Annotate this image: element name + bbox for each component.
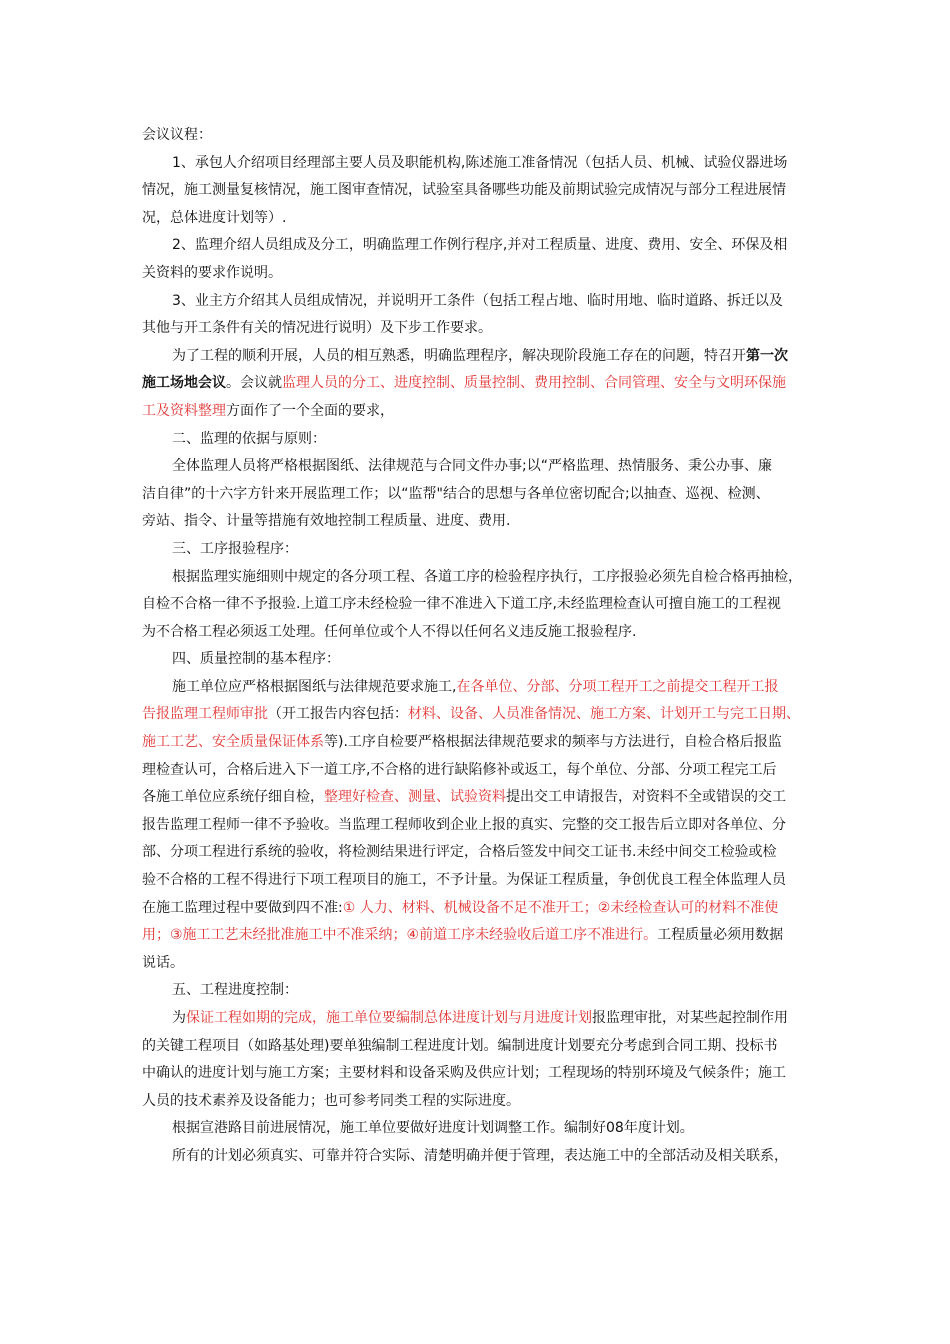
section-heading: 四、质量控制的基本程序： — [172, 651, 340, 668]
text-run: 工程质量必须用数据 — [657, 927, 784, 944]
highlight-text: 整理好检查、测量、试验资料 — [324, 789, 506, 806]
highlight-text: ① 人力、材料、机械设备不足不准开工；②未经检查认可的材料不准使 — [342, 899, 779, 916]
paragraph-line: 为不合格工程必须返工处理。任何单位或个人不得以任何名义违反施工报验程序. — [142, 623, 637, 640]
document-page — [142, 122, 810, 1171]
bold-text: 施工场地会议 — [142, 375, 226, 392]
paragraph-line: 全体监理人员将严格根据图纸、法律规范与合同文件办事;以“严格监理、热情服务、秉公办事、廉 — [172, 458, 772, 475]
paragraph-line — [142, 729, 810, 757]
paragraph-line: 况，总体进度计划等）. — [142, 209, 287, 226]
highlight-text: 材料、设备、人员准备情况、施工方案、计划开工与完工日期、 — [408, 706, 800, 723]
paragraph-line: 旁站、指令、计量等措施有效地控制工程质量、进度、费用. — [142, 513, 511, 530]
paragraph-line: 部、分项工程进行系统的验收，将检测结果进行评定，合格后签发中间交工证书.未经中间交工检验或检 — [142, 844, 777, 861]
text-run: 提出交工申请报告，对资料不全或错误的交工 — [506, 789, 786, 806]
paragraph-line: 其他与开工条件有关的情况进行说明）及下步工作要求。 — [142, 320, 492, 337]
text-run: 为了工程的顺利开展，人员的相互熟悉，明确监理程序，解决现阶段施工存在的问题，特召开 — [172, 347, 746, 364]
text-run: 各施工单位应系统仔细自检， — [142, 789, 324, 806]
paragraph-line: 2、监理介绍人员组成及分工，明确监理工作例行程序,并对工程质量、进度、费用、安全、环保及相 — [172, 237, 788, 254]
paragraph-line — [142, 1005, 810, 1033]
paragraph-line: 自检不合格一律不予报验.上道工序未经检验一律不准进入下道工序,未经监理检查认可擅自施工的工程视 — [142, 596, 781, 613]
paragraph-line: 情况，施工测量复核情况，施工图审查情况，试验室具备哪些功能及前期试验完成情况与部分工程进展情 — [142, 182, 786, 199]
paragraph-line: 根据宣港路目前进展情况，施工单位要做好进度计划调整工作。编制好08年度计划。 — [172, 1120, 694, 1137]
paragraph-line — [142, 370, 810, 398]
text-run: 。会议就 — [226, 375, 282, 392]
paragraph-line — [142, 398, 810, 426]
highlight-text: 监理人员的分工、进度控制、质量控制、费用控制、合同管理、安全与文明环保施 — [282, 375, 786, 392]
highlight-text: 施工工艺、安全质量保证体系 — [142, 734, 324, 751]
paragraph-line: 验不合格的工程不得进行下项工程项目的施工，不予计量。为保证工程质量，争创优良工程全体监理人员 — [142, 872, 786, 889]
text-run: （开工报告内容包括： — [268, 706, 408, 723]
text-run: 在施工监理过程中要做到四不准: — [142, 899, 343, 916]
text-run: 为 — [172, 1010, 186, 1026]
text-run: 报监理审批，对某些起控制作用 — [592, 1010, 788, 1026]
paragraph-line: 说话。 — [142, 954, 184, 971]
paragraph-line: 中确认的进度计划与施工方案；主要材料和设备采购及供应计划；工程现场的特别环境及气候条件；施工 — [142, 1065, 786, 1082]
text-run: 施工单位应严格根据图纸与法律规范要求施工, — [172, 678, 457, 695]
highlight-text: 保证工程如期的完成，施工单位要编制总体进度计划与月进度计划 — [186, 1010, 592, 1026]
highlight-text: 用；③施工工艺未经批准施工中不准采纳；④前道工序未经验收后道工序不准进行。 — [142, 927, 658, 944]
paragraph-line — [142, 784, 810, 812]
paragraph-line: 的关键工程项目（如路基处理)要单独编制工程进度计划。编制进度计划要充分考虑到合同工期、投标书 — [142, 1037, 778, 1054]
section-heading: 二、监理的依据与原则： — [172, 430, 326, 447]
section-heading: 五、工程进度控制： — [172, 982, 298, 999]
paragraph-line — [142, 922, 810, 950]
bold-text: 第一次 — [746, 347, 788, 364]
highlight-text: 在各单位、分部、分项工程开工之前提交工程开工报 — [456, 678, 779, 695]
text-run: 等).工序自检要严格根据法律规范要求的频率与方法进行，自检合格后报监 — [324, 734, 782, 751]
paragraph-line: 1、承包人介绍项目经理部主要人员及职能机构,陈述施工准备情况（包括人员、机械、试验仪器进场 — [172, 154, 788, 171]
paragraph-line: 报告监理工程师一律不予验收。当监理工程师收到企业上报的真实、完整的交工报告后立即对各单位、分 — [142, 816, 786, 833]
paragraph-line: 洁自律”的十六字方针来开展监理工作；以“监帮"结合的思想与各单位密切配合;以抽查、巡视、检测、 — [142, 485, 770, 502]
paragraph-line — [142, 895, 810, 923]
paragraph-line: 根据监理实施细则中规定的各分项工程、各道工序的检验程序执行，工序报验必须先自检合格再抽检， — [172, 568, 802, 585]
text-run: 方面作了一个全面的要求， — [226, 402, 394, 419]
paragraph-line: 理检查认可，合格后进入下一道工序,不合格的进行缺陷修补或返工，每个单位、分部、分项工程完工后 — [142, 761, 777, 778]
paragraph-line: 3、业主方介绍其人员组成情况，并说明开工条件（包括工程占地、临时用地、临时道路、拆迁以及 — [172, 292, 783, 309]
section-heading: 三、工序报验程序： — [172, 540, 298, 557]
paragraph-line: 人员的技术素养及设备能力；也可参考同类工程的实际进度。 — [142, 1092, 520, 1109]
paragraph-line — [142, 343, 810, 371]
paragraph-line — [142, 674, 810, 702]
paragraph-line — [142, 701, 810, 729]
paragraph-line: 所有的计划必须真实、可靠并符合实际、清楚明确并便于管理，表达施工中的全部活动及相关联系， — [172, 1147, 788, 1164]
agenda-title: 会议议程： — [142, 127, 212, 143]
paragraph-line: 关资料的要求作说明。 — [142, 264, 282, 281]
highlight-text: 告报监理工程师审批 — [142, 706, 268, 723]
highlight-text: 工及资料整理 — [142, 402, 226, 419]
